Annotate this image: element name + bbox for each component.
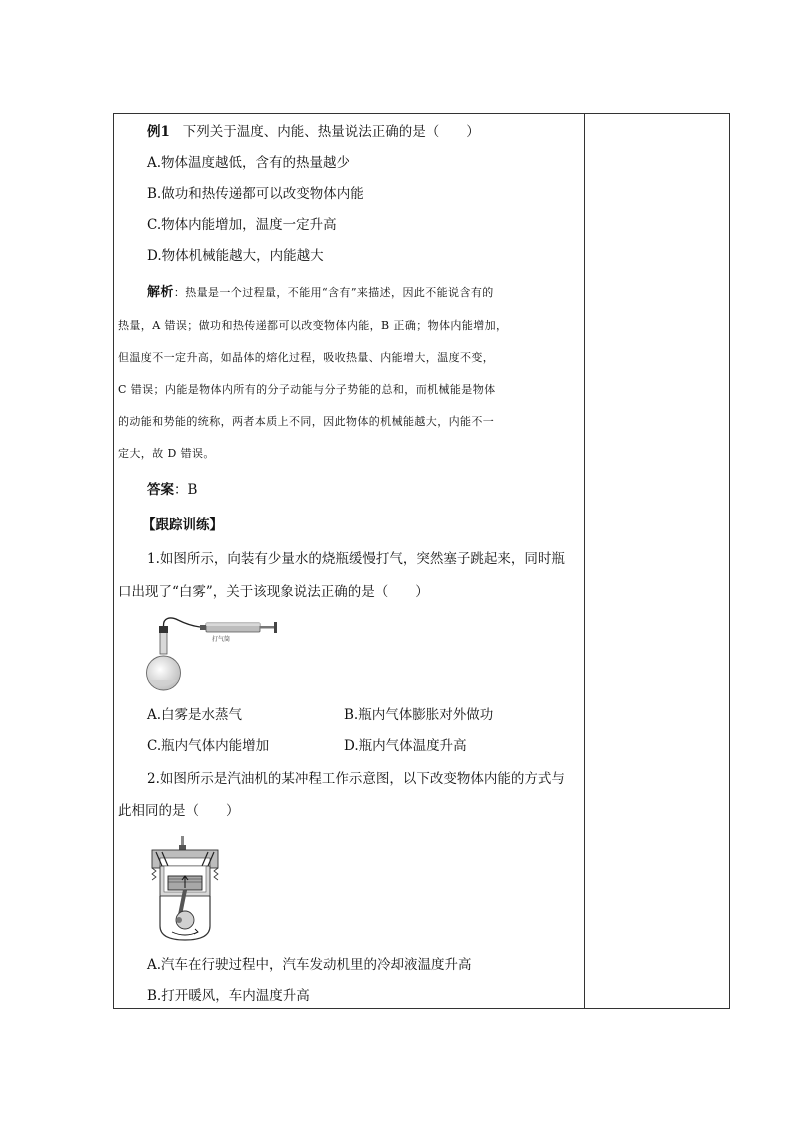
q2-option-a: A.汽车在行驶过程中，汽车发动机里的冷却液温度升高	[147, 957, 472, 973]
example-question-text: 下列关于温度、内能、热量说法正确的是（ ）	[182, 124, 480, 140]
column-divider	[584, 114, 585, 1008]
q1-line-2: 口出现了“白雾”，关于该现象说法正确的是（ ）	[118, 584, 429, 600]
q1-option-c: C.瓶内气体内能增加	[147, 738, 270, 754]
flask-pump-figure	[146, 612, 286, 698]
answer-value: ：B	[174, 482, 198, 498]
q1-option-d: D.瓶内气体温度升高	[344, 738, 467, 754]
pump-label: 打气筒	[212, 636, 231, 643]
analysis-text-1: ：热量是一个过程量，不能用“含有”来描述，因此不能说含有的	[173, 286, 494, 299]
example-question	[147, 123, 480, 141]
example-label: 例1	[147, 124, 170, 140]
content-table	[113, 113, 730, 1009]
example-option-b: B.做功和热传递都可以改变物体内能	[147, 186, 364, 202]
analysis-line-2: 热量，A 错误；做功和热传递都可以改变物体内能，B 正确；物体内能增加，	[118, 319, 508, 332]
analysis-line-5: 的动能和势能的统称，两者本质上不同，因此物体的机械能越大，内能不一	[118, 415, 495, 428]
example-option-d: D.物体机械能越大，内能越大	[147, 248, 324, 264]
q1-option-a: A.白雾是水蒸气	[147, 707, 243, 723]
example-option-a: A.物体温度越低，含有的热量越少	[147, 155, 351, 171]
example-option-c: C.物体内能增加，温度一定升高	[147, 217, 337, 233]
q1-line-1: 1.如图所示，向装有少量水的烧瓶缓慢打气，突然塞子跳起来，同时瓶	[147, 551, 565, 567]
practice-heading: 【跟踪训练】	[142, 517, 223, 533]
main-cell	[114, 114, 584, 1008]
q2-line-2: 此相同的是（ ）	[118, 803, 240, 819]
analysis-line-1	[147, 285, 494, 301]
answer	[147, 481, 197, 499]
analysis-line-4: C 错误；内能是物体内所有的分子动能与分子势能的总和，而机械能是物体	[118, 383, 496, 396]
analysis-line-6: 定大，故 D 错误。	[118, 447, 215, 460]
analysis-label: 解析	[147, 285, 174, 300]
q2-line-1: 2.如图所示是汽油机的某冲程工作示意图，以下改变物体内能的方式与	[147, 771, 565, 787]
engine-cylinder-figure	[146, 836, 246, 944]
q2-option-b: B.打开暖风，车内温度升高	[147, 988, 310, 1004]
answer-label: 答案	[147, 482, 174, 498]
q1-option-b: B.瓶内气体膨胀对外做功	[344, 707, 494, 723]
analysis-line-3: 但温度不一定升高，如晶体的熔化过程，吸收热量、内能增大，温度不变，	[118, 351, 495, 364]
